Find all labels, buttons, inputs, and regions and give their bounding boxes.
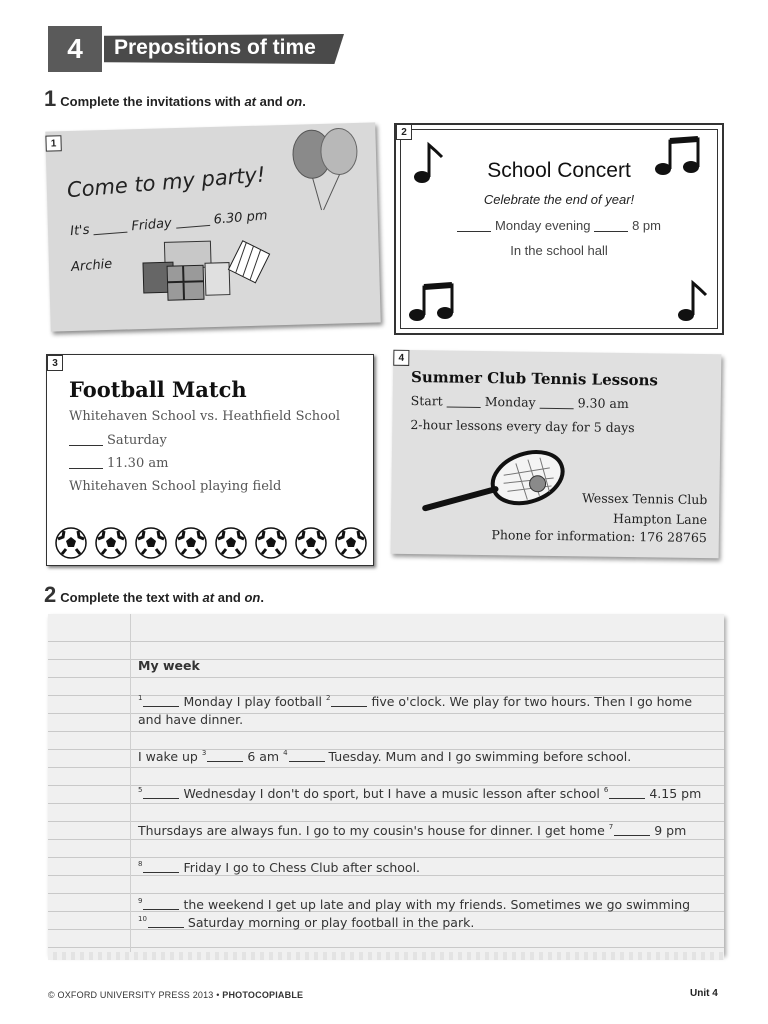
tennis-lessons-card — [391, 350, 722, 559]
balloons-icon — [283, 125, 369, 213]
text-line: $^5$ Wednesday I don't do sport, but I have a music lesson after school $^6$ 4.15 pm — [138, 786, 702, 801]
double-music-note-icon — [408, 279, 456, 323]
card-title: Football Match — [69, 377, 247, 402]
text-heading: My week — [138, 658, 200, 673]
text-line: I wake up $^3$ 6 am $^4$ Tuesday. Mum and I go swimming before school. — [138, 749, 632, 764]
card-number: 1 — [45, 135, 61, 151]
answer-blank[interactable] — [594, 231, 628, 232]
club-address: Hampton Lane — [613, 510, 708, 528]
football-icon — [55, 527, 87, 559]
torn-edge — [48, 952, 724, 960]
answer-blank[interactable] — [540, 408, 574, 409]
answer-blank[interactable] — [69, 445, 103, 446]
answer-blank[interactable] — [143, 909, 179, 910]
party-details: It's Friday 6.30 pm — [69, 208, 269, 240]
lesson-schedule: 2-hour lessons every day for 5 days — [410, 416, 635, 436]
copyright-footer: © OXFORD UNIVERSITY PRESS 2013 • PHOTOCOPIABLE — [48, 990, 304, 1000]
club-name: Wessex Tennis Club — [581, 490, 708, 508]
presents-icon — [136, 237, 274, 305]
card-title: Come to my party! — [66, 162, 267, 203]
exercise-number: 1 — [44, 86, 57, 111]
card-number: 3 — [47, 355, 63, 371]
answer-blank[interactable] — [94, 232, 128, 236]
football-icon — [95, 527, 127, 559]
text-line: and have dinner. — [138, 712, 244, 727]
host-name: Archie — [70, 256, 113, 276]
answer-blank[interactable] — [143, 798, 179, 799]
lesson-start: Start Monday 9.30 am — [410, 392, 629, 412]
page-title: Prepositions of time — [114, 36, 316, 59]
unit-number: 4 — [48, 26, 102, 72]
answer-blank[interactable] — [609, 798, 645, 799]
answer-blank[interactable] — [207, 761, 243, 762]
match-place: Whitehaven School playing field — [69, 479, 282, 494]
card-title: Summer Club Tennis Lessons — [410, 367, 659, 390]
football-icon — [215, 527, 247, 559]
answer-blank[interactable] — [447, 406, 481, 407]
text-line: $^1$ Monday I play football $^2$ five o'clock. We play for two hours. Then I go home — [138, 694, 693, 709]
football-icon — [335, 527, 367, 559]
music-note-icon — [676, 279, 710, 323]
answer-blank[interactable] — [176, 225, 210, 229]
football-icon — [295, 527, 327, 559]
match-teams: Whitehaven School vs. Heathfield School — [69, 409, 340, 424]
text-line: $^9$ the weekend I get up late and play with my friends. Sometimes we go swimming — [138, 897, 691, 912]
card-title: School Concert — [487, 159, 631, 182]
text-line: Thursdays are always fun. I go to my cousin's house for dinner. I get home $^7$ 9 pm — [138, 823, 687, 838]
football-match-card — [46, 354, 374, 566]
answer-blank[interactable] — [331, 706, 367, 707]
answer-blank[interactable] — [289, 761, 325, 762]
text-line: $^{10}$ Saturday morning or play football in the park. — [138, 915, 475, 930]
concert-invitation-card — [394, 123, 724, 335]
answer-blank[interactable] — [614, 835, 650, 836]
instruction-text: Complete the invitations with at and on. — [60, 94, 306, 109]
football-icon — [135, 527, 167, 559]
answer-blank[interactable] — [69, 468, 103, 469]
card-number: 2 — [396, 124, 412, 140]
answer-blank[interactable] — [148, 927, 184, 928]
card-subtitle: Celebrate the end of year! — [483, 192, 635, 207]
exercise-2-instruction — [44, 582, 264, 608]
concert-details: Monday evening 8 pm — [396, 218, 722, 233]
match-time: 11.30 am — [69, 456, 168, 471]
answer-blank[interactable] — [457, 231, 491, 232]
instruction-text: Complete the text with at and on. — [60, 590, 264, 605]
party-invitation-card — [45, 122, 380, 331]
answer-blank[interactable] — [143, 872, 179, 873]
match-day: Saturday — [69, 433, 167, 448]
notepaper — [48, 614, 724, 954]
double-music-note-icon — [654, 135, 702, 179]
exercise-1-instruction — [44, 86, 306, 112]
tennis-racket-icon — [419, 446, 570, 514]
footballs-row — [55, 527, 367, 559]
football-icon — [255, 527, 287, 559]
club-phone: Phone for information: 176 28765 — [491, 527, 707, 546]
answer-blank[interactable] — [143, 706, 179, 707]
text-line: $^8$ Friday I go to Chess Club after school. — [138, 860, 421, 875]
exercise-number: 2 — [44, 582, 57, 607]
football-icon — [175, 527, 207, 559]
music-note-icon — [412, 141, 446, 185]
concert-place: In the school hall — [510, 243, 608, 258]
card-number: 4 — [393, 350, 409, 366]
paper-margin — [130, 614, 131, 954]
unit-label: Unit 4 — [690, 988, 718, 999]
